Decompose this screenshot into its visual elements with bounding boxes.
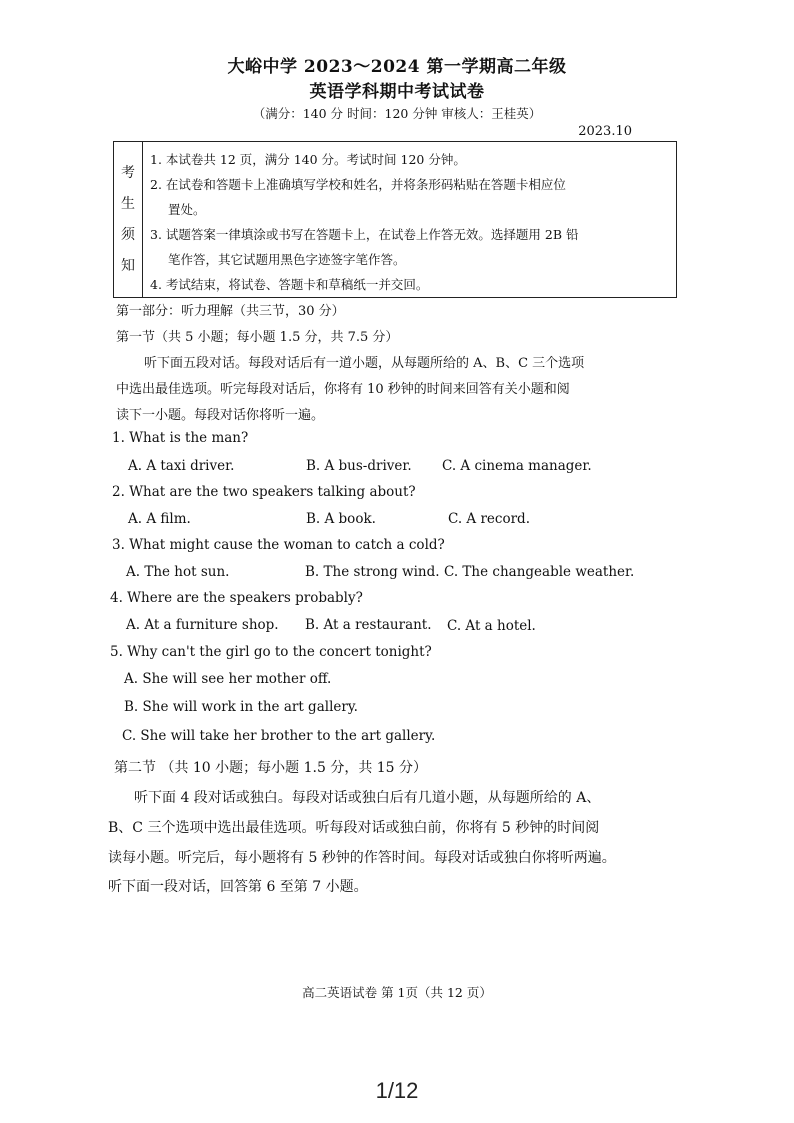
notice-item: 置处。 [168,202,206,217]
option-a: A. A film. [128,511,191,527]
option-c: C. A record. [448,511,530,527]
section2-instruction: 听下面一段对话，回答第 6 至第 7 小题。 [108,879,368,895]
page-footer: 高二英语试卷 第 1页（共 12 页） [302,985,492,1000]
notice-item: 1. 本试卷共 12 页，满分 140 分。考试时间 120 分钟。 [150,152,466,167]
notice-label-char: 须 [121,227,135,243]
notice-label [114,142,143,297]
option-c: C. She will take her brother to the art gallery. [122,728,436,744]
option-b: B. The strong wind. [305,564,440,580]
option-c: C. A cinema manager. [442,458,592,474]
question-stem: 3. What might cause the woman to catch a cold? [112,537,445,553]
section2-instruction: 读每小题。听完后，每小题将有 5 秒钟的作答时间。每段对话或独白你将听两遍。 [108,850,616,866]
notice-item: 4. 考试结束，将试卷、答题卡和草稿纸一并交回。 [150,277,429,292]
question-stem: 1. What is the man? [112,430,249,446]
option-b: B. She will work in the art gallery. [124,699,358,715]
notice-item: 3. 试题答案一律填涂或书写在答题卡上，在试卷上作答无效。选择题用 2B 铅 [150,227,579,242]
page-indicator: 1/12 [375,1078,419,1103]
option-c: C. At a hotel. [447,618,536,634]
option-a: A. The hot sun. [126,564,230,580]
notice-label-char: 知 [121,258,135,274]
exam-title: 大峪中学 2023～2024 第一学期高二年级 [227,57,567,77]
notice-label-char: 生 [121,196,135,212]
section1-heading: 第一节（共 5 小题；每小题 1.5 分，共 7.5 分） [116,330,399,345]
exam-subtitle: 英语学科期中考试试卷 [309,82,485,102]
candidate-notice-box [113,141,677,298]
notice-item: 2. 在试卷和答题卡上准确填写学校和姓名，并将条形码粘贴在答题卡相应位 [150,177,566,192]
notice-item: 笔作答，其它试题用黑色字迹签字笔作答。 [168,252,406,267]
option-a: A. She will see her mother off. [124,671,332,687]
section1-instruction: 中选出最佳选项。听完每段对话后，你将有 10 秒钟的时间来回答有关小题和阅 [116,382,570,397]
option-b: B. A book. [306,511,376,527]
section2-instruction: 听下面 4 段对话或独白。每段对话或独白后有几道小题，从每题所给的 A、 [134,790,601,806]
question-stem: 4. Where are the speakers probably? [110,590,363,606]
section1-instruction: 读下一小题。每段对话你将听一遍。 [116,408,325,423]
option-b: B. At a restaurant. [305,617,432,633]
section2-heading: 第二节 （共 10 小题；每小题 1.5 分，共 15 分） [114,760,428,776]
option-b: B. A bus-driver. [306,458,412,474]
option-a: A. A taxi driver. [128,458,235,474]
part1-heading: 第一部分：听力理解（共三节，30 分） [116,304,345,319]
question-stem: 5. Why can't the girl go to the concert tonight? [110,644,432,660]
section1-instruction: 听下面五段对话。每段对话后有一道小题，从每题所给的 A、B、C 三个选项 [144,356,585,371]
section2-instruction: B、C 三个选项中选出最佳选项。听每段对话或独白前，你将有 5 秒钟的时间阅 [108,820,600,836]
exam-date: 2023.10 [578,124,632,139]
question-stem: 2. What are the two speakers talking about? [112,484,416,500]
option-c: C. The changeable weather. [444,564,635,580]
notice-label-char: 考 [121,165,135,181]
exam-meta: （满分：140 分 时间：120 分钟 审核人：王桂英） [252,106,542,121]
option-a: A. At a furniture shop. [126,617,279,633]
